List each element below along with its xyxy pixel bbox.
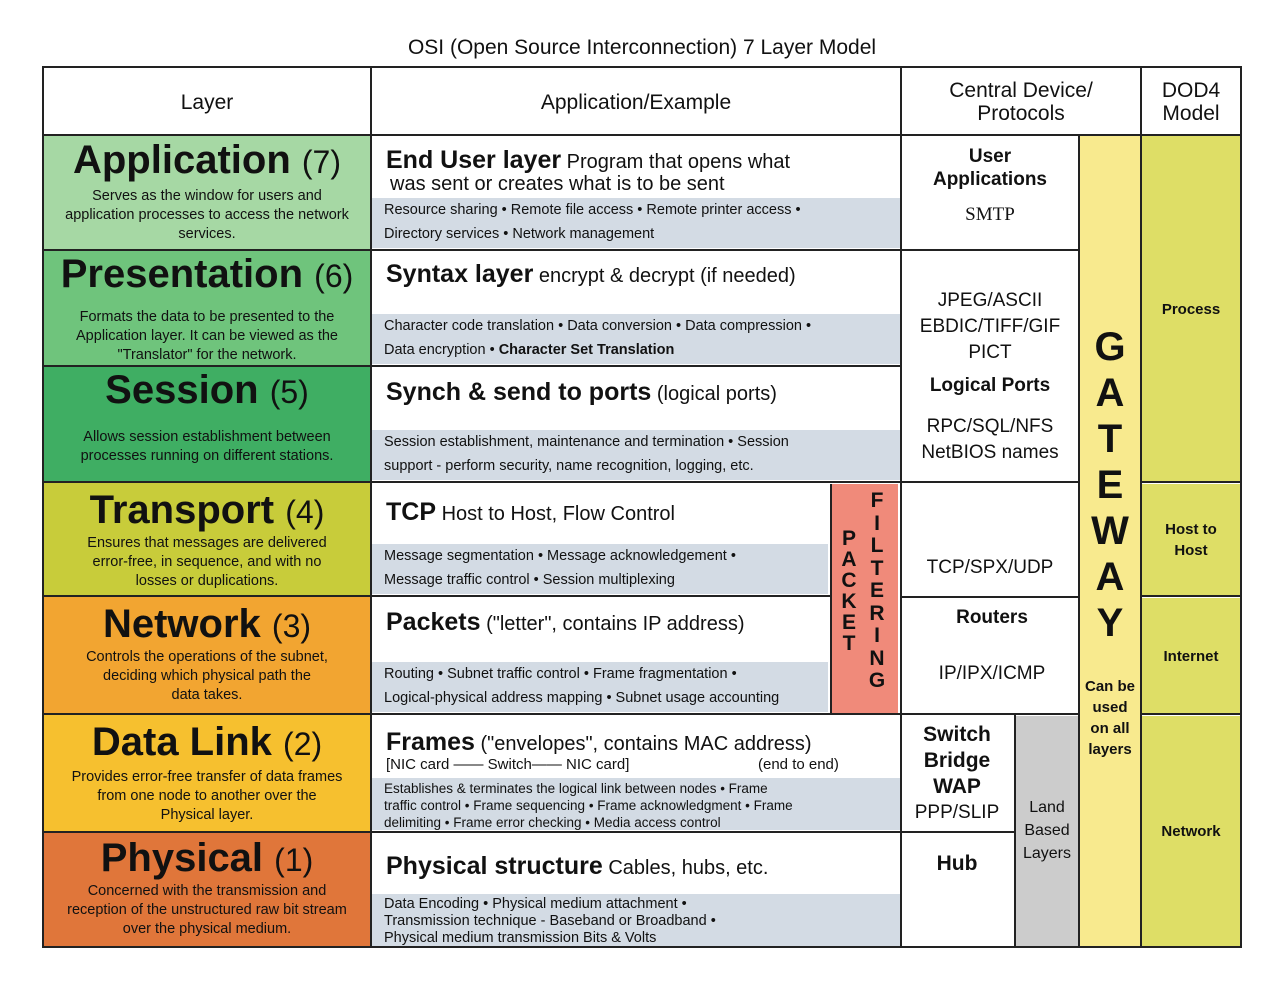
device-presentation: JPEG/ASCII EBDIC/TIFF/GIF PICT	[919, 290, 1061, 363]
row-divider	[42, 831, 1014, 833]
device-network: Routers IP/IPX/ICMP	[938, 607, 1046, 684]
row-divider	[42, 249, 1078, 251]
device-session: Logical Ports RPC/SQL/NFS NetBIOS names	[921, 375, 1059, 463]
dod-network: Network	[1142, 716, 1240, 946]
example-band-application: Resource sharing • Remote file access • Remote printer access • Directory services • Network management	[372, 198, 900, 248]
gateway-note: Can be used on all layers	[1084, 678, 1135, 758]
dod-process: Process	[1142, 136, 1240, 482]
header-divider	[42, 134, 1242, 136]
gateway-label: G A T E W A Y	[1091, 325, 1129, 645]
layer-number: (1)	[274, 842, 314, 878]
header-application-example: Application/Example	[372, 68, 900, 136]
layer-name: Data Link	[91, 720, 272, 764]
layer-number: (6)	[314, 258, 354, 294]
table-frame	[42, 66, 1242, 948]
header-dod4: DOD4 Model	[1142, 68, 1240, 136]
example-session: Synch & send to ports (logical ports)	[386, 378, 777, 406]
example-data-link: Frames ("envelopes", contains MAC address) [NIC card —— Switch—— NIC card] (end to end)	[386, 728, 839, 773]
layer-name: Physical	[100, 836, 264, 880]
device-physical: Hub	[936, 852, 978, 875]
row-divider	[42, 365, 900, 367]
layer-number: (5)	[269, 374, 309, 410]
filtering-label: F I L T E R I N G	[868, 489, 886, 692]
dod-divider	[1140, 481, 1242, 483]
example-band-presentation: Character code translation • Data conversion • Data compression • Data encryption • Character Set Translation	[372, 314, 900, 364]
example-band-network: Routing • Subnet traffic control • Frame fragmentation • Logical-physical address mapping • Subnet usage accounting	[372, 662, 828, 712]
layer-desc: Provides error-free transfer of data frames from one node to another over the Physical layer.	[71, 769, 343, 823]
header-central-device: Central Device/ Protocols	[902, 68, 1140, 136]
layer-name: Application	[72, 138, 291, 182]
divider	[1078, 134, 1080, 948]
example-band-session: Session establishment, maintenance and termination • Session support - perform security, name recognition, logging, etc.	[372, 430, 900, 480]
layer-desc: Controls the operations of the subnet, deciding which physical path the data takes.	[86, 649, 328, 703]
device-transport: TCP/SPX/UDP	[926, 557, 1054, 578]
example-physical: Physical structure Cables, hubs, etc.	[386, 852, 769, 880]
layer-desc: Serves as the window for users and application processes to access the network services.	[65, 188, 349, 242]
dod-internet: Internet	[1142, 598, 1240, 714]
layer-name: Session	[105, 368, 259, 412]
layer-number: (3)	[271, 608, 312, 644]
layer-number: (4)	[285, 494, 325, 530]
layer-number: (2)	[283, 726, 323, 762]
divider	[900, 66, 902, 948]
device-data-link: Switch Bridge WAP PPP/SLIP	[914, 723, 1000, 823]
dod-divider	[1140, 713, 1242, 715]
dod-divider	[1140, 595, 1242, 597]
example-band-physical: Data Encoding • Physical medium attachment • Transmission technique - Baseband or Broadband • Physical medium transmission Bits & Volts	[372, 894, 900, 946]
layer-desc: Concerned with the transmission and reception of the unstructured raw bit stream over the physical medium.	[67, 883, 347, 937]
layer-name: Presentation	[60, 252, 304, 296]
packet-label: P A C K E T	[841, 527, 857, 655]
row-divider	[42, 595, 830, 597]
example-transport: TCP Host to Host, Flow Control	[386, 498, 675, 526]
divider	[370, 66, 372, 948]
layer-name: Transport	[89, 488, 275, 532]
layer-number: (7)	[301, 144, 341, 180]
row-divider	[42, 713, 1078, 715]
layer-desc: Formats the data to be presented to the Application layer. It can be viewed as the "Translator" for the network.	[76, 309, 338, 363]
example-band-data-link: Establishes & terminates the logical link between nodes • Frame traffic control • Frame sequencing • Frame acknowledgment • Frame delimiting • Frame error checking • Media access control	[372, 778, 900, 830]
example-band-transport: Message segmentation • Message acknowledgement • Message traffic control • Session multiplexing	[372, 544, 828, 594]
land-based-layers: Land Based Layers	[1016, 716, 1078, 946]
diagram-title: OSI (Open Source Interconnection) 7 Layer Model	[407, 36, 877, 59]
header-layer: Layer	[44, 68, 370, 136]
row-divider	[900, 596, 1078, 598]
row-divider	[42, 481, 1078, 483]
example-network: Packets ("letter", contains IP address)	[386, 608, 745, 636]
device-application: User Applications SMTP	[932, 146, 1047, 225]
layer-desc: Allows session establishment between processes running on different stations.	[80, 429, 334, 464]
dod-host-to-host: Host to Host	[1142, 484, 1240, 596]
layer-name: Network	[102, 602, 261, 646]
example-application: End User layer Program that opens what was sent or creates what is to be sent	[386, 146, 791, 195]
layer-desc: Ensures that messages are delivered error-free, in sequence, and with no losses or duplications.	[87, 535, 327, 589]
divider	[1014, 714, 1016, 948]
example-presentation: Syntax layer encrypt & decrypt (if needed)	[386, 260, 796, 288]
divider	[1140, 66, 1142, 948]
